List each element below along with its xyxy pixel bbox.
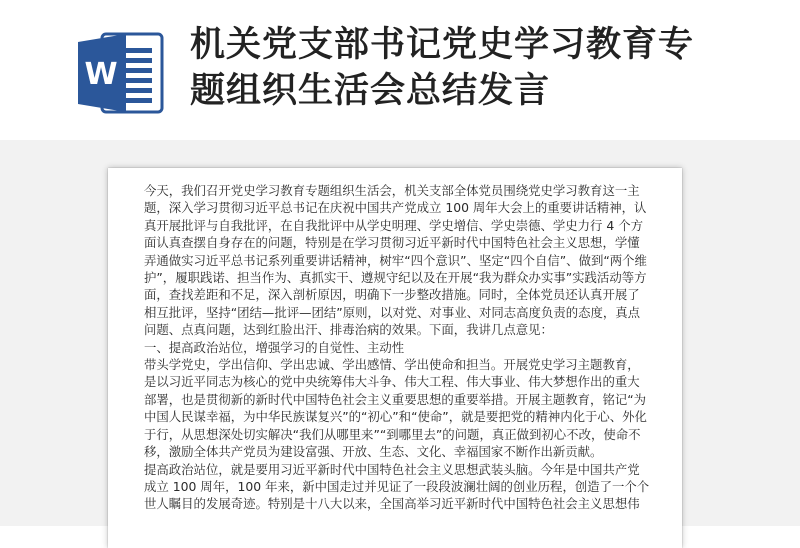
document-line: 中国人民谋幸福，为中华民族谋复兴”的“初心”和“使命”，就是要把党的精神内化于心、外化 [144,409,647,425]
document-line: 提高政治站位，就是要用习近平新时代中国特色社会主义思想武装头脑。今年是中国共产党 [144,461,640,477]
title-line: 题组织生活会总结发言 [190,71,551,111]
document-line: 真开展批评与自我批评，在自我批评中从学史明理、学史增信、学史崇德、学史力行 4 个方 [144,217,643,233]
document-line: 面，查找差距和不足，深入剖析原因，明确下一步整改措施。同时，全体党员还认真开展了 [144,287,640,303]
document-line: 带头学党史，学出信仰、学出忠诚、学出感情、学出使命和担当。开展党史学习主题教育， [144,357,640,373]
document-line: 题，深入学习贯彻习近平总书记在庆祝中国共产党成立 100 周年大会上的重要讲话精神，认 [144,200,647,216]
document-line: 弄通做实习近平总书记系列重要讲话精神，树牢“四个意识”、坚定“四个自信”、做到“两个维 [144,252,647,268]
document-page [108,168,682,548]
document-line: 问题、点真问题，达到红脸出汗、排毒治病的效果。下面，我讲几点意见： [144,322,553,338]
document-line: 护”，履职践诺、担当作为、真抓实干、遵规守纪以及在开展“我为群众办实事”实践活动等方 [144,270,647,286]
document-line: 相互批评，坚持“团结—批评—团结”原则，以对党、对事业、对同志高度负责的态度，真点 [144,304,641,320]
document-line: 于行，从思想深处切实解决“我们从哪里来”“到哪里去”的问题，真正做到初心不改，使命不 [144,426,641,442]
document-body [144,182,649,513]
header [0,0,800,140]
word-document-icon [76,30,164,116]
document-title [190,22,780,114]
document-line: 今天，我们召开党史学习教育专题组织生活会，机关支部全体党员围绕党史学习教育这一主 [144,183,640,198]
title-line: 机关党支部书记党史学习教育专 [190,25,695,65]
document-line: 是以习近平同志为核心的党中央统筹伟大斗争、伟大工程、伟大事业、伟大梦想作出的重大 [144,374,640,390]
document-line: 移，激励全体共产党员为建设富强、开放、生态、文化、幸福国家不断作出新贡献。 [144,444,603,460]
document-line: 世人瞩目的发展奇迹。特别是十八大以来，全国高举习近平新时代中国特色社会主义思想伟 [144,496,640,512]
word-icon-letter: W [84,57,118,92]
document-line: 部署，也是贯彻新的新时代中国特色社会主义重要思想的重要举措。开展主题教育，铭记“为 [144,391,647,407]
document-line: 面认真查摆自身存在的问题，特别是在学习贯彻习近平新时代中国特色社会主义思想，学懂 [144,235,640,251]
document-line: 一、提高政治站位，增强学习的自觉性、主动性 [144,339,405,355]
document-line: 成立 100 周年，100 年来，新中国走过并见证了一段段波澜壮阔的创业历程，创造了一个个 [144,478,649,494]
